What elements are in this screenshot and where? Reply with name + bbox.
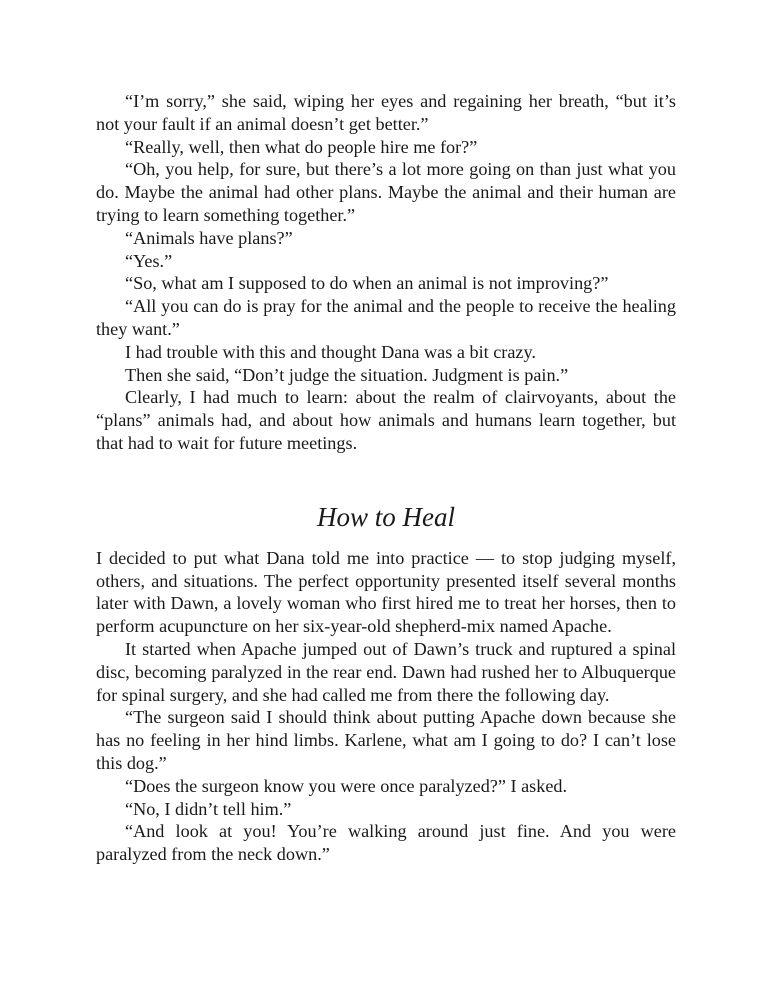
paragraph: “And look at you! You’re walking around just fine. And you were paralyzed from the neck down.” bbox=[96, 821, 676, 865]
section-dana-conversation bbox=[96, 90, 676, 455]
paragraph: “I’m sorry,” she said, wiping her eyes and regaining her breath, “but it’s not your fault if an animal doesn’t get better.” bbox=[96, 91, 676, 134]
paragraph: “All you can do is pray for the animal and the people to receive the healing they want.” bbox=[96, 296, 676, 339]
paragraph: Clearly, I had much to learn: about the realm of clairvoyants, about the “plans” animals had, and about how animals and humans learn together, but that had to wait for future meetings. bbox=[96, 387, 676, 453]
paragraph: “Does the surgeon know you were once paralyzed?” I asked. bbox=[125, 775, 568, 796]
paragraph: “No, I didn’t tell him.” bbox=[125, 798, 292, 819]
section-heading: How to Heal bbox=[317, 501, 455, 532]
paragraph: “The surgeon said I should think about putting Apache down because she has no feeling in her hind limbs. Karlene, what am I going to do? I can’t lose this dog.” bbox=[96, 707, 676, 773]
paragraph: Then she said, “Don’t judge the situation. Judgment is pain.” bbox=[125, 364, 569, 385]
paragraph-first: I decided to put what Dana told me into practice — to stop judging myself, others, and situations. The perfect opportunity presented itself several months later with Dawn, a lovely woman who first hired me to treat her horses, then to perform acupuncture on her six-year-old shepherd-mix named Apache. bbox=[96, 547, 676, 637]
book-page bbox=[96, 90, 676, 866]
paragraph: I had trouble with this and thought Dana was a bit crazy. bbox=[125, 341, 536, 362]
paragraph: It started when Apache jumped out of Dawn’s truck and ruptured a spinal disc, becoming paralyzed in the rear end. Dawn had rushed her to Albuquerque for spinal surgery, and she had called me from there the following day. bbox=[96, 638, 676, 705]
paragraph: “Animals have plans?” bbox=[125, 227, 293, 248]
section-how-to-heal bbox=[96, 547, 676, 866]
paragraph: “Yes.” bbox=[125, 250, 173, 271]
paragraph: “Oh, you help, for sure, but there’s a lot more going on than just what you do. Maybe the animal had other plans. Maybe the animal and their human are trying to learn something together.” bbox=[96, 159, 676, 225]
paragraph: “So, what am I supposed to do when an animal is not improving?” bbox=[125, 273, 609, 294]
paragraph: “Really, well, then what do people hire me for?” bbox=[125, 136, 478, 157]
